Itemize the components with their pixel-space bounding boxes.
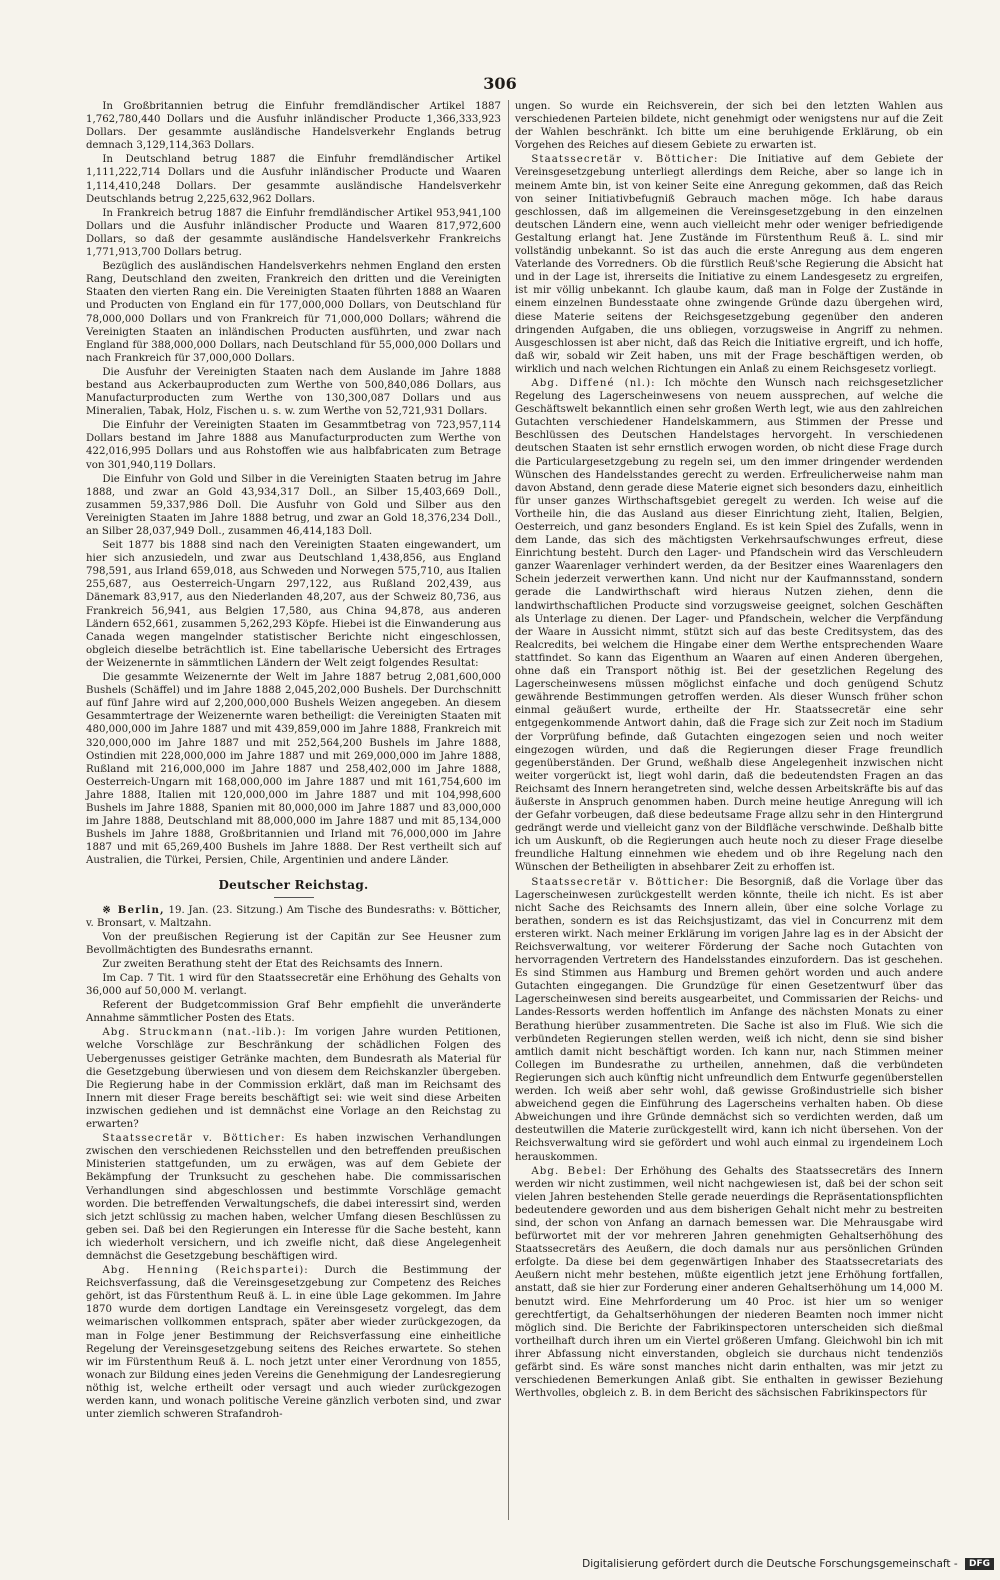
- speaker: Abg. Bebel:: [531, 1165, 608, 1177]
- paragraph: Zur zweiten Berathung steht der Etat des Reichsamts des Innern.: [102, 958, 443, 970]
- speaker: Staatssecretär v. Bötticher:: [531, 154, 719, 166]
- paragraph: Von der preußischen Regierung ist der Capitän zur See Heusner zum Bevollmächtigten des Bundesraths ernannt.: [86, 931, 501, 956]
- paragraph: ungen. So wurde ein Reichsverein, der sich bei den letzten Wahlen aus verschiedenen Parteien bildete, nicht genehmigt oder wenigstens nur auf die Zeit der Wahlen beschränkt. Ich bitte um eine beruhigende Erklärung, ob ein Vorgehen des Reiches auf diesem Gebiete zu erwarten ist.: [515, 101, 943, 152]
- report-dateline: [86, 904, 501, 930]
- paragraph: In Frankreich betrug 1887 die Einfuhr fremdländischer Artikel 953,941,100 Dollars und die Ausfuhr inländischer Producte und Waaren 817,972,600 Dollars, so daß der gesammte ausländische Handelsverkehr Frankreichs 1,771,913,700 Dollars betrug.: [86, 207, 501, 259]
- speech: [515, 876, 943, 1164]
- footer-text: Digitalisierung gefördert durch die Deutsche Forschungsgemeinschaft -: [582, 1558, 958, 1570]
- dateline-place: ※ Berlin,: [102, 903, 165, 916]
- speaker: Staatssecretär v. Bötticher:: [531, 876, 710, 888]
- speaker: Abg. Henning (Reichspartei):: [102, 1265, 309, 1277]
- footer: [0, 1558, 1000, 1576]
- speech: [515, 377, 943, 875]
- speech-text: Durch die Bestimmung der Reichsverfassung, daß die Vereinsgesetzgebung zur Competenz des Reiches gehört, ist das Fürstenthum Reuß ä. L. in eine üble Lage gekommen. Im Jahre 1870 wurde dem dortigen Landtage ein Vereinsgesetz vorgelegt, das dem weimarischen vollkommen entsprach, später aber wieder zurückgezogen, da man in Folge jener Bestimmung der Reichsverfassung eine einheitliche Regelung der Vereinsgesetzgebung seitens des Reiches erwartete. So stehen wir im Fürstenthum Reuß ä. L. noch jetzt unter einer Verordnung von 1855, wonach zur Bildung eines jeden Vereins die Genehmigung der Landesregierung nöthig ist, welche ertheilt oder versagt und auch wieder zurückgezogen werden kann, und wonach politische Vereine gänzlich verboten sind, und zwar unter ziemlich schweren Strafandroh-: [86, 1265, 501, 1421]
- dateline-text: 19. Jan. (23. Sitzung.) Am Tische des Bundesraths: v. Bötticher, v. Bronsart, v. Maltzahn.: [86, 904, 502, 929]
- paragraph: Seit 1877 bis 1888 sind nach den Vereinigten Staaten eingewandert, um hier sich anzusiedeln, und zwar aus Deutschland 1,438,856, aus England 798,591, aus Irland 659,018, aus Schweden und Norwegen 575,710, aus Italien 255,687, aus Oesterreich-Ungarn 297,122, aus Rußland 202,439, aus Dänemark 83,917, aus den Niederlanden 48,207, aus der Schweiz 80,736, aus Frankreich 56,941, aus Belgien 17,580, aus China 94,878, aus anderen Ländern 652,661, zusammen 5,262,293 Köpfe. Hiebei ist die Einwanderung aus Canada wegen mangelnder statistischer Berichte nicht eingeschlossen, obgleich dieselbe beträchtlich ist. Eine tabellarische Uebersicht des Ertrages der Weizenernte in sämmtlichen Ländern der Welt zeigt folgendes Resultat:: [86, 540, 501, 669]
- speaker: Staatssecretär v. Bötticher:: [102, 1133, 286, 1145]
- paragraph: Die Ausfuhr der Vereinigten Staaten nach dem Auslande im Jahre 1888 bestand aus Ackerbauproducten zum Werthe von 500,840,086 Dollars, aus Manufacturproducten zum Werthe von 130,300,087 Dollars und aus Mineralien, Tabak, Holz, Fischen u. s. w. zum Werthe von 52,721,931 Dollars.: [86, 366, 501, 418]
- speaker: Abg. Struckmann (nat.-lib.):: [102, 1027, 287, 1039]
- speech-text: Die Initiative auf dem Gebiete der Vereinsgesetzgebung unterliegt allerdings dem Reiche, aber so lange ich in meinem Amte bin, ist von keiner Seite eine Anregung gekommen, daß das Reich von seiner Initiativbefugniß Gebrauch machen möge. Ich habe daraus geschlossen, daß im allgemeinen die Vereinsgesetzgebung in den einzelnen deutschen Ländern eine, wenn auch vielleicht mehr oder weniger befriedigende Gestaltung erlangt hat. Jene Zustände im Fürstenthum Reuß ä. L. sind mir vollständig unbekannt. So ist das auch die erste Anregung aus dem engeren Vaterlande des Vorredners. Ob die fürstlich Reuß'sche Regierung die Absicht hat und in der Lage ist, ihrerseits die Initiative zu einem Landesgesetz zu ergreifen, ist mir völlig unbekannt. Ich glaube kaum, daß man in Folge der Zustände in einem einzelnen Bundesstaate ohne zwingende Gründe dazu übergehen wird, diese Materie seitens der Reichsgesetzgebung gegenüber den anderen dringenden Aufgaben, die uns obliegen, vorzugsweise in Angriff zu nehmen. Ausgeschlossen ist aber nicht, daß das Reich die Initiative ergreift, und ich hoffe, daß wir, sobald wir Zeit haben, uns mit der Frage beschäftigen werden, ob wirklich und nach welchen Richtungen ein Anlaß zu einem Reichsgesetz vorliegt.: [515, 154, 943, 375]
- paragraph: Die Einfuhr der Vereinigten Staaten im Gesammtbetrag von 723,957,114 Dollars bestand im Jahre 1888 aus Manufacturproducten zum Werthe von 422,016,995 Dollars und aus Rohstoffen wie aus halbfabricaten zum Betrage von 301,940,119 Dollars.: [86, 420, 501, 471]
- speech: [515, 153, 943, 376]
- paragraph: In Deutschland betrug 1887 die Einfuhr fremdländischer Artikel 1,111,222,714 Dollars und die Ausfuhr inländischer Producte und Waaren 1,114,410,248 Dollars. Der gesammte ausländische Handelsverkehr Deutschlands betrug 2,225,632,962 Dollars.: [86, 154, 501, 205]
- speech-text: Ich möchte den Wunsch nach reichsgesetzlicher Regelung des Lagerscheinwesens von neuem aussprechen, auf welche die Geschäftswelt bekanntlich einen sehr großen Werth legt, wie aus den zahlreichen Gutachten verschiedener Handelskammern, aus Stimmen der Presse und Beschlüssen des Deutschen Handelstages hervorgeht. In verschiedenen deutschen Staaten ist sehr ernstlich erwogen worden, ob nicht diese Frage durch die Particulargesetzgebung zu regeln sei, um den immer dringender werdenden Wünschen des Handelsstandes gerecht zu werden. Erfreulicherweise nahm man davon Abstand, denn gerade diese Materie eignet sich besonders dazu, einheitlich für unser ganzes Wirthschaftsgebiet geregelt zu werden. Ich weise auf die Vortheile hin, die das Ausland aus dieser Einrichtung zieht, Italien, Belgien, Oesterreich, und ganz besonders England. Es ist kein Spiel des Zufalls, wenn in dem Lande, das sich des mächtigsten Verkehrsaufschwunges erfreut, diese Einrichtung besteht. Durch den Lager- und Pfandschein wird das Verschleudern ganzer Waarenlager verhindert werden, da der Besitzer eines Waarenlagers den Schein jederzeit verwerthen kann. Und nicht nur der Kaufmannsstand, sondern gerade die Landwirthschaft wird hieraus Nutzen ziehen, denn die landwirthschaftlichen Producte sind vorzugsweise geeignet, solchen Geschäften als Unterlage zu dienen. Der Lager- und Pfandschein, welcher die Verpfändung der Waare in Aussicht nimmt, stützt sich auf das beste Creditsystem, das des Realcredits, bei welchem die Hingabe einer dem Werthe entsprechenden Waare stattfindet. So kann das Eigenthum an Waaren auf einen Anderen übergehen, ohne daß ein Transport nöthig ist. Bei der gesetzlichen Regelung des Lagerscheinwesens müssen möglichst einfache und doch genügend Schutz gewährende Bestimmungen getroffen werden. Als dieser Wunsch früher schon einmal geäußert wurde, ertheilte der Hr. Staatssecretär eine sehr entgegenkommende Antwort dahin, daß die Frage sich zur Zeit noch im Stadium der Vorprüfung befinde, daß Gutachten eingezogen seien und noch weiter eingezogen würden, und daß die Regierungen dieser Frage freundlich gegenüberständen. Der Grund, weßhalb diese Angelegenheit inzwischen nicht weiter vorgerückt ist, liegt wohl darin, daß die bedeutendsten Fragen an das Reichsamt des Innern herangetreten sind, welche dessen Arbeitskräfte bis auf das äußerste in Anspruch genommen haben. Durch meine heutige Anregung will ich der Gefahr vorbeugen, daß diese bedeutsame Frage allzu sehr in den Hintergrund gedrängt werde und vielleicht ganz von der Bildfläche verschwinde. Deßhalb bitte ich um Auskunft, ob die Regierungen auch heute noch zu dieser Frage dieselbe freundliche Haltung einnehmen wie ehedem und ob ihre Regelung nach den Wünschen der Betheiligten in absehbarer Zeit zu erhoffen ist.: [515, 377, 943, 874]
- section-heading: Deutscher Reichstag.: [86, 879, 501, 897]
- paragraph: Bezüglich des ausländischen Handelsverkehrs nehmen England den ersten Rang, Deutschland den zweiten, Frankreich den dritten und die Vereinigten Staaten den vierten Rang ein. Die Vereinigten Staaten führten 1888 an Waaren und Producten von England ein für 177,000,000 Dollars, von Deutschland für 78,000,000 Dollars und von Frankreich für 71,000,000 Dollars; während die Vereinigten Staaten an inländischen Producten ausführten, und zwar nach England für 388,000,000 Dollars, nach Deutschland für 55,000,000 Dollars und nach Frankreich für 37,000,000 Dollars.: [86, 261, 501, 364]
- paragraph: Im Cap. 7 Tit. 1 wird für den Staatssecretär eine Erhöhung des Gehalts von 36,000 auf 50,000 M. verlangt.: [86, 973, 501, 998]
- paragraph: In Großbritannien betrug die Einfuhr fremdländischer Artikel 1887 1,762,780,440 Dollars und die Ausfuhr inländischer Producte 1,366,333,923 Dollars. Der gesammte ausländische Handelsverkehr Englands betrug demnach 3,129,114,363 Dollars.: [86, 101, 501, 152]
- page-number: 306: [483, 74, 517, 93]
- speech: [86, 1264, 501, 1421]
- speech: [86, 1132, 501, 1263]
- paragraph: Die Einfuhr von Gold und Silber in die Vereinigten Staaten betrug im Jahre 1888, und zwar an Gold 43,934,317 Doll., an Silber 15,403,669 Doll., zusammen 59,337,986 Doll. Die Ausfuhr von Gold und Silber aus den Vereinigten Staaten im Jahre 1888 betrug, und zwar an Gold 18,376,234 Doll., an Silber 28,037,949 Doll., zusammen 46,414,183 Doll.: [86, 473, 501, 537]
- paragraph: Referent der Budgetcommission Graf Behr empfiehlt die unveränderte Annahme sämmtlicher Posten des Etats.: [86, 1000, 501, 1025]
- speech-text: Im vorigen Jahre wurden Petitionen, welche Vorschläge zur Beschränkung der schädlichen Folgen des Uebergenusses geistiger Getränke machten, dem Bundesrath als Material für die Gesetzgebung überwiesen und von diesem dem Reichskanzler übergeben. Die Regierung habe in der Commission erklärt, daß man im Reichsamt des Innern mit dieser Frage bereits beschäftigt sei: wie weit sind diese Arbeiten inzwischen gediehen und ist demnächst eine Vorlage an den Reichstag zu erwarten?: [86, 1027, 501, 1131]
- speech-text: Es haben inzwischen Verhandlungen zwischen den verschiedenen Reichsstellen und den betreffenden preußischen Ministerien stattgefunden, um zu erwägen, was auf dem Gebiete der Bekämpfung der Trunksucht zu geschehen habe. Die commissarischen Verhandlungen sind abgeschlossen und bestimmte Vorschläge gemacht worden. Die betreffenden Verwaltungschefs, die dabei interessirt sind, werden sich jetzt schlüssig zu machen haben, welcher Umfang diesen Beschlüssen zu geben sei. Daß bei den Regierungen ein Interesse für die Sache besteht, kann ich wiederholt versichern, und ich zweifle nicht, daß diese Angelegenheit demnächst die Gesetzgebung beschäftigen wird.: [86, 1133, 502, 1262]
- right-column: [515, 100, 943, 1401]
- speech: [515, 1165, 943, 1401]
- speech: [86, 1026, 501, 1131]
- speaker: Abg. Diffené (nl.):: [531, 377, 656, 389]
- paragraph: Die gesammte Weizenernte der Welt im Jahre 1887 betrug 2,081,600,000 Bushels (Schäffel) und im Jahre 1888 2,045,202,000 Bushels. Der Durchschnitt auf fünf Jahre wird auf 2,200,000,000 Bushels Weizen angegeben. An diesem Gesammtertrage der Weizenernte waren betheiligt: die Vereinigten Staaten mit 480,000,000 im Jahre 1887 und mit 439,859,000 im Jahre 1888, Frankreich mit 320,000,000 im Jahre 1887 und mit 252,564,200 Bushels im Jahre 1888, Ostindien mit 228,000,000 im Jahre 1887 und mit 269,000,000 im Jahre 1888, Rußland mit 216,000,000 im Jahre 1887 und 258,402,000 im Jahre 1888, Oesterreich-Ungarn mit 168,000,000 im Jahre 1887 und mit 161,754,600 im Jahre 1888, Italien mit 120,000,000 im Jahre 1887 und mit 104,998,600 Bushels im Jahre 1888, Spanien mit 80,000,000 im Jahre 1887 und 83,000,000 im Jahre 1888, Deutschland mit 88,000,000 im Jahre 1887 und mit 85,134,000 Bushels im Jahre 1888, Großbritannien und Irland mit 76,000,000 im Jahre 1887 und mit 65,269,400 Bushels im Jahre 1888. Der Rest vertheilt sich auf Australien, die Türkei, Persien, Chile, Argentinien und andere Länder.: [86, 672, 501, 867]
- left-column: [86, 100, 501, 1422]
- speech-text: Die Besorgniß, daß die Vorlage über das Lagerscheinwesen zurückgestellt werden könnte, theile ich nicht. Es ist aber nicht Sache des Reichsamts des Innern allein, über eine solche Vorlage zu berathen, sondern es ist das Reichsjustizamt, das viel in Concurrenz mit dem ersteren wirkt. Nach meiner Erklärung im vorigen Jahre lag es in der Absicht der Reichsverwaltung, vor weiterer Förderung der Sache noch Gutachten von hervorragenden Vertretern des Handelsstandes einzufordern. Das ist geschehen. Es sind Stimmen aus Hamburg und Bremen gehört worden und auch andere Gutachten eingegangen. Die Grundzüge für einen Gesetzentwurf über das Lagerscheinwesen sind bereits ausgearbeitet, und Commissarien der Reichs- und Landes-Ressorts werden hoffentlich im Anfange des nächsten Monats zu einer Berathung hierüber zusammentreten. Die Sache ist also im Fluß. Wie sich die verbündeten Regierungen stellen werden, weiß ich nicht, denn sie sind bisher amtlich damit nicht beschäftigt worden. Ich kann nur, nach Stimmen meiner Collegen im Bundesrathe zu urtheilen, annehmen, daß die verbündeten Regierungen sich auch künftig nicht unfreundlich dem Entwurfe gegenüberstellen werden. Ich weiß aber sehr wohl, daß gewisse Großindustrielle sich bisher abweichend gegen die Einführung des Lagerscheins verhalten haben. Ob diese Abweichungen und ihre Gründe demnächst sich so verdichten werden, daß um desteutwillen die Materie zurückgestellt wird, kann ich nicht übersehen. Von der Reichsverwaltung wird sie gefördert und wohl auch einmal zu irgendeinem Loch herauskommen.: [515, 876, 943, 1163]
- dfg-logo: DFG: [965, 1558, 994, 1570]
- column-divider: [508, 100, 509, 1520]
- speech-text: Der Erhöhung des Gehalts des Staatssecretärs des Innern werden wir nicht zustimmen, weil nicht nachgewiesen ist, daß bei der schon seit vielen Jahren bestehenden Stelle gerade neuerdings die Repräsentationspflichten bedeutendere geworden und aus dem bisherigen Gehalt nicht mehr zu bestreiten sind, der schon von Anfang an darnach bemessen war. Die Mehrausgabe wird befürwortet mit der vor mehreren Jahren genehmigten Gehaltserhöhung des Staatssecretärs des Aeußern, die doch damals nur aus persönlichen Gründen erfolgte. Da diese bei dem gegenwärtigen Inhaber des Staatssecretariats des Aeußern nicht mehr bestehen, müßte eigentlich jetzt jene Erhöhung fortfallen, anstatt, daß sie hier zur Forderung einer anderen Gehaltserhöhung um 14,000 M. benutzt wird. Eine Mehrforderung um 40 Proc. ist hier um so weniger gerechtfertigt, da Gehaltserhöhungen der niederen Beamten noch immer nicht möglich sind. Die Berichte der Fabrikinspectoren unterscheiden sich dießmal vortheilhaft durch ihren um ein Viertel größeren Umfang. Gleichwohl bin ich mit ihrer Abfassung nicht einverstanden, obgleich sie durchaus nicht tendenziös gefärbt sind. Es wäre sonst manches nicht darin enthalten, was mir jetzt zu verschiedenen Bemerkungen Anlaß gibt. Sie enthalten in gewisser Beziehung Werthvolles, obgleich z. B. in dem Bericht des sächsischen Fabrikinspectors für: [515, 1165, 944, 1400]
